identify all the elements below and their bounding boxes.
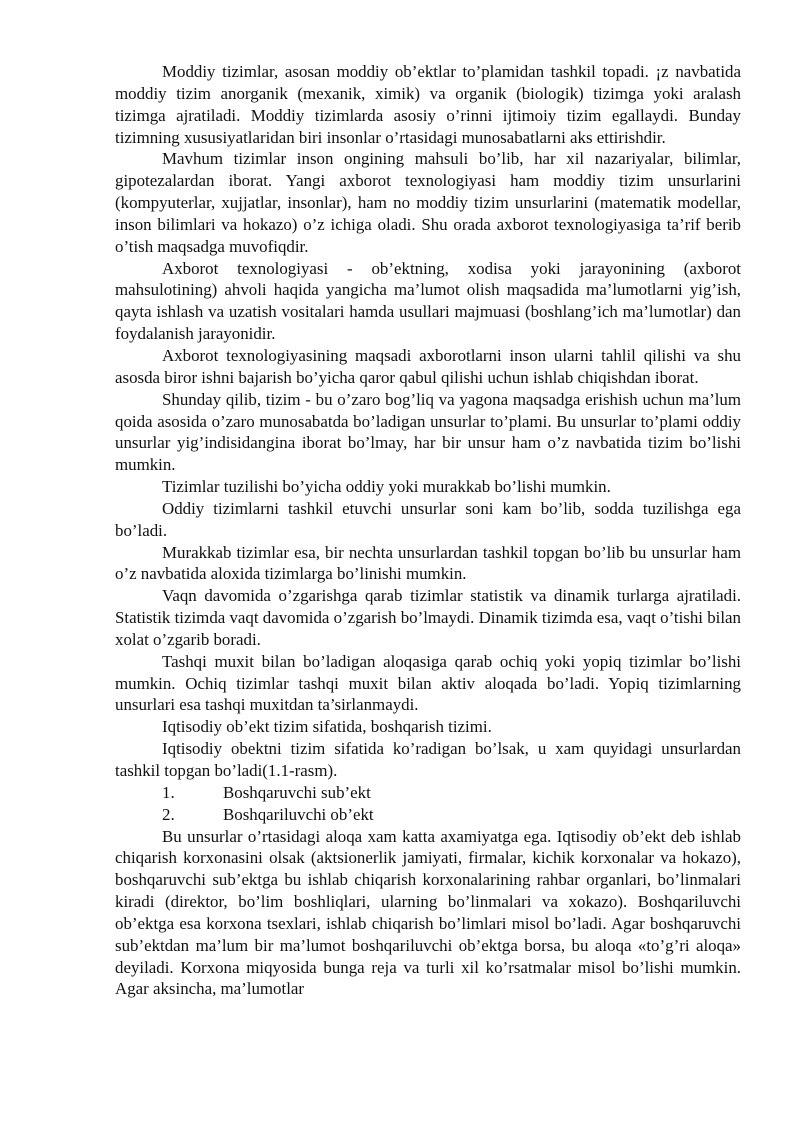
paragraph-it-definition: Axborot texnologiyasi - ob’ektning, xodisa yoki jarayonining (axborot mahsulotining) ahvoli haqida yangicha ma’lumot olish maqsadida ma’lumotlarni yig’ish, qayta ishlash va uzatish vositalari hamda usullari majmuasi (boshlang’ich ma’lumotlar) dan foydalanish jarayonidir. <box>115 258 741 344</box>
paragraph-static-dynamic: Vaqn davomida o’zgarishga qarab tizimlar statistik va dinamik turlarga ajratiladi. Statistik tizimda vaqt davomida o’zgarish bo’lmaydi. Dinamik tizimda esa, vaqt o’tishi bilan xolat o’zgarib boradi. <box>115 586 741 649</box>
list-item <box>115 782 741 804</box>
paragraph-economic-object: Iqtisodiy ob’ekt tizim sifatida, boshqarish tizimi. <box>162 717 492 737</box>
paragraph-simple-systems: Oddiy tizimlarni tashkil etuvchi unsurlar soni kam bo’lib, sodda tuzilishga ega bo’ladi. <box>115 498 741 540</box>
list-item-text: Boshqariluvchi ob’ekt <box>223 804 374 824</box>
list-item-number: 1. <box>162 782 175 802</box>
list-item-text: Boshqaruvchi sub’ekt <box>223 782 371 802</box>
paragraph-complex-systems: Murakkab tizimlar esa, bir nechta unsurlardan tashkil topgan bo’lib bu unsurlar ham o’z navbatida aloxida tizimlarga bo’linishi mumkin. <box>115 542 741 584</box>
list-item <box>115 804 741 826</box>
document-page <box>115 61 741 1000</box>
paragraph-system-structure: Tizimlar tuzilishi bo’yicha oddiy yoki murakkab bo’lishi mumkin. <box>162 477 611 497</box>
paragraph-system-definition: Shunday qilib, tizim - bu o’zaro bog’liq va yagona maqsadga erishish uchun ma’lum qoida asosida o’zaro munosabatda bo’ladigan unsurlar to’plami. Bu unsurlar to’plami oddiy unsurlar yig’indisidangina iborat bo’lmay, har bir unsur ham o’z navbatida tizim bo’lishi mumkin. <box>115 389 741 475</box>
paragraph-open-closed: Tashqi muxit bilan bo’ladigan aloqasiga qarab ochiq yoki yopiq tizimlar bo’lishi mumkin. Ochiq tizimlar tashqi muxit bilan aktiv aloqada bo’ladi. Yopiq tizimlarning unsurlari esa tashqi muxitdan ta’sirlanmaydi. <box>115 651 741 715</box>
paragraph-economic-elements: Iqtisodiy obektni tizim sifatida ko’radigan bo’lsak, u xam quyidagi unsurlardan tashkil topgan bo’ladi(1.1-rasm). <box>115 739 741 780</box>
paragraph-it-goal: Axborot texnologiyasining maqsadi axborotlarni inson ularni tahlil qilishi va shu asosda biror ishni bajarish bo’yicha qaror qabul qilishi uchun ishlab chiqishdan iborat. <box>115 345 741 387</box>
list-item-number: 2. <box>162 804 175 824</box>
paragraph-material-systems: Moddiy tizimlar, asosan moddiy ob’ektlar to’plamidan tashkil topadi. ¡z navbatida moddiy tizim anorganik (mexanik, ximik) va organik (biologik) tizimga yoki aralash tizimga ajratiladi. Moddiy tizimlarda asosiy o’rinni ijtimoiy tizim egallaydi. Bunday tizimning xususiyatlaridan biri insonlar o’rtasidagi munosabatlarni aks ettirishdir. <box>115 62 741 147</box>
paragraph-relations: Bu unsurlar o’rtasidagi aloqa xam katta axamiyatga ega. Iqtisodiy ob’ekt deb ishlab chiqarish korxonasini olsak (aktsionerlik jamiyati, firmalar, kichik korxonalar va hokazo), boshqaruvchi sub’ektga bu ishlab chiqarish korxonalarining rahbar organlari, bo’linmalari kiradi (direktor, bo’lim boshliqlari, ularning bo’linmalari va xokazo). Boshqariluvchi ob’ektga esa korxona tsexlari, ishlab chiqarish bo’limlari misol bo’ladi. Agar boshqaruvchi sub’ektdan ma’lum bir ma’lumot boshqariluvchi ob’ektga borsa, bu aloqa «to’g’ri aloqa» deyiladi. Korxona miqyosida bunga reja va turli xil ko’rsatmalar misol bo’lishi mumkin. Agar aksincha, ma’lumotlar <box>115 826 741 999</box>
paragraph-abstract-systems: Mavhum tizimlar inson ongining mahsuli bo’lib, har xil nazariyalar, bilimlar, gipotezalardan iborat. Yangi axborot texnologiyasi ham moddiy tizim unsurlarini (kompyuterlar, xujjatlar, insonlar), ham no moddiy tizim unsurlarini (matematik modellar, inson bilimlari va hokazo) o’z ichiga oladi. Shu orada axborot texnologiyasiga ta’rif berib o’tish maqsadga muvofiqdir. <box>115 149 741 256</box>
